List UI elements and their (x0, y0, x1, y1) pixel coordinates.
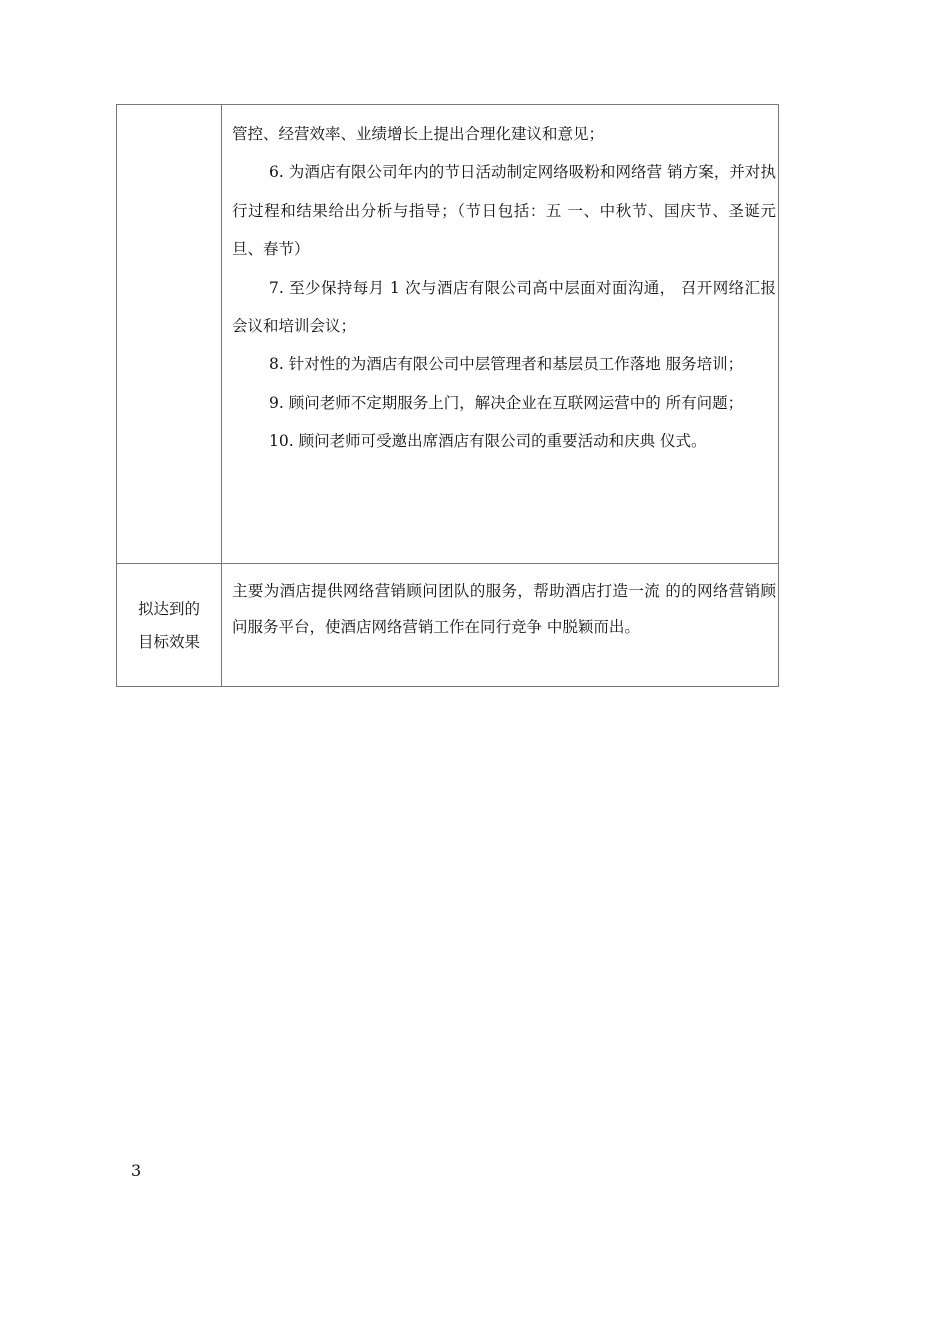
target-effect-label-line-1: 拟达到的 (137, 600, 200, 618)
empty-label-cell (117, 105, 222, 564)
target-effect-label-cell (117, 564, 222, 687)
service-paragraph-continuation: 管控、经营效率、业绩增长上提出合理化建议和意见； (232, 125, 605, 143)
service-content-table (116, 104, 779, 687)
target-effect-content-cell (222, 564, 779, 687)
service-paragraph-7: 7. 至少保持每月 1 次与酒店有限公司高中层面对面沟通， 召开网络汇报会议和培训会议； (232, 278, 776, 336)
service-paragraph-8: 8. 针对性的为酒店有限公司中层管理者和基层员工作落地 服务培训； (269, 355, 744, 374)
target-effect-row (117, 564, 779, 687)
service-paragraph-10: 10. 顾问老师可受邀出席酒店有限公司的重要活动和庆典 仪式。 (269, 432, 707, 451)
continued-service-row (117, 105, 779, 564)
service-paragraph-6: 6. 为酒店有限公司年内的节日活动制定网络吸粉和网络营 销方案，并对执行过程和结果给出分析与指导；（节日包括：五 一、中秋节、国庆节、圣诞元旦、春节） (232, 163, 776, 259)
service-paragraph-9: 9. 顾问老师不定期服务上门，解决企业在互联网运营中的 所有问题； (269, 393, 744, 412)
service-details-cell (222, 105, 779, 564)
target-effect-label-line-2: 目标效果 (137, 633, 200, 651)
page-number: 3 (131, 1161, 142, 1180)
target-effect-content: 主要为酒店提供网络营销顾问团队的服务，帮助酒店打造一流 的的网络营销顾问服务平台，使酒店网络营销工作在同行竞争 中脱颖而出。 (232, 582, 776, 636)
